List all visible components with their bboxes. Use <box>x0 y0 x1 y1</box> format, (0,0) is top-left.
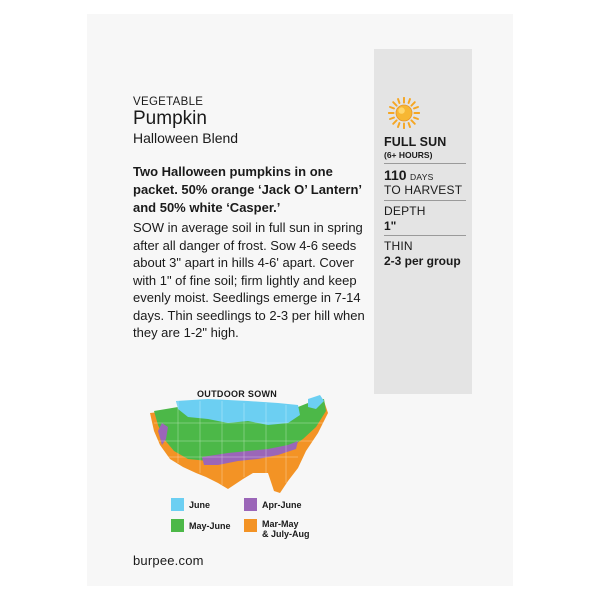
category-label: VEGETABLE <box>133 96 204 108</box>
depth-label: DEPTH <box>384 204 426 218</box>
us-sowing-map <box>148 393 332 505</box>
sun-requirement: FULL SUN <box>384 135 447 149</box>
thin-value: 2-3 per group <box>384 254 461 268</box>
legend-label-mar-may-line2: & July-Aug <box>262 529 310 539</box>
map-title: OUTDOOR SOWN <box>197 389 278 399</box>
sun-hours: (6+ HOURS) <box>384 150 433 160</box>
variety-name: Halloween Blend <box>133 130 239 146</box>
description: Two Halloween pumpkins in one packet. 50% orange ‘Jack O’ Lantern’ and 50% white ‘Casper.’ <box>133 164 362 215</box>
website-link[interactable]: burpee.com <box>133 553 204 568</box>
sowing-instructions: SOW in average soil in full sun in spring after all danger of frost. Sow 4-6 seeds about 3" apart in hills 4-6' apart. Cover with 1" of fine soil; firm lightly and keep evenly moist. Seedlings emerge in 7-14 days. Thin seedlings to 2-3 per hill when they are 1-2" high. <box>133 220 365 340</box>
divider <box>384 163 466 164</box>
divider <box>384 200 466 201</box>
legend-swatch-apr-june <box>244 498 257 511</box>
legend-label-apr-june: Apr-June <box>262 500 302 510</box>
days-value: 110 <box>384 167 407 183</box>
legend-swatch-mar-may <box>244 519 257 532</box>
days-unit: DAYS <box>409 172 434 182</box>
plant-name: Pumpkin <box>133 108 207 129</box>
legend-swatch-may-june <box>171 519 184 532</box>
sun-icon <box>388 97 420 129</box>
legend-swatch-june <box>171 498 184 511</box>
legend-label-mar-may <box>262 519 310 539</box>
legend-label-june: June <box>189 500 211 510</box>
thin-label: THIN <box>384 239 413 253</box>
harvest-label: TO HARVEST <box>384 183 463 197</box>
legend-label-mar-may-line1: Mar-May <box>262 519 299 529</box>
days-to-harvest <box>384 167 434 183</box>
growing-info-sidebar <box>374 49 472 394</box>
divider <box>384 235 466 236</box>
depth-value: 1" <box>384 219 397 233</box>
legend-label-may-june: May-June <box>189 521 231 531</box>
